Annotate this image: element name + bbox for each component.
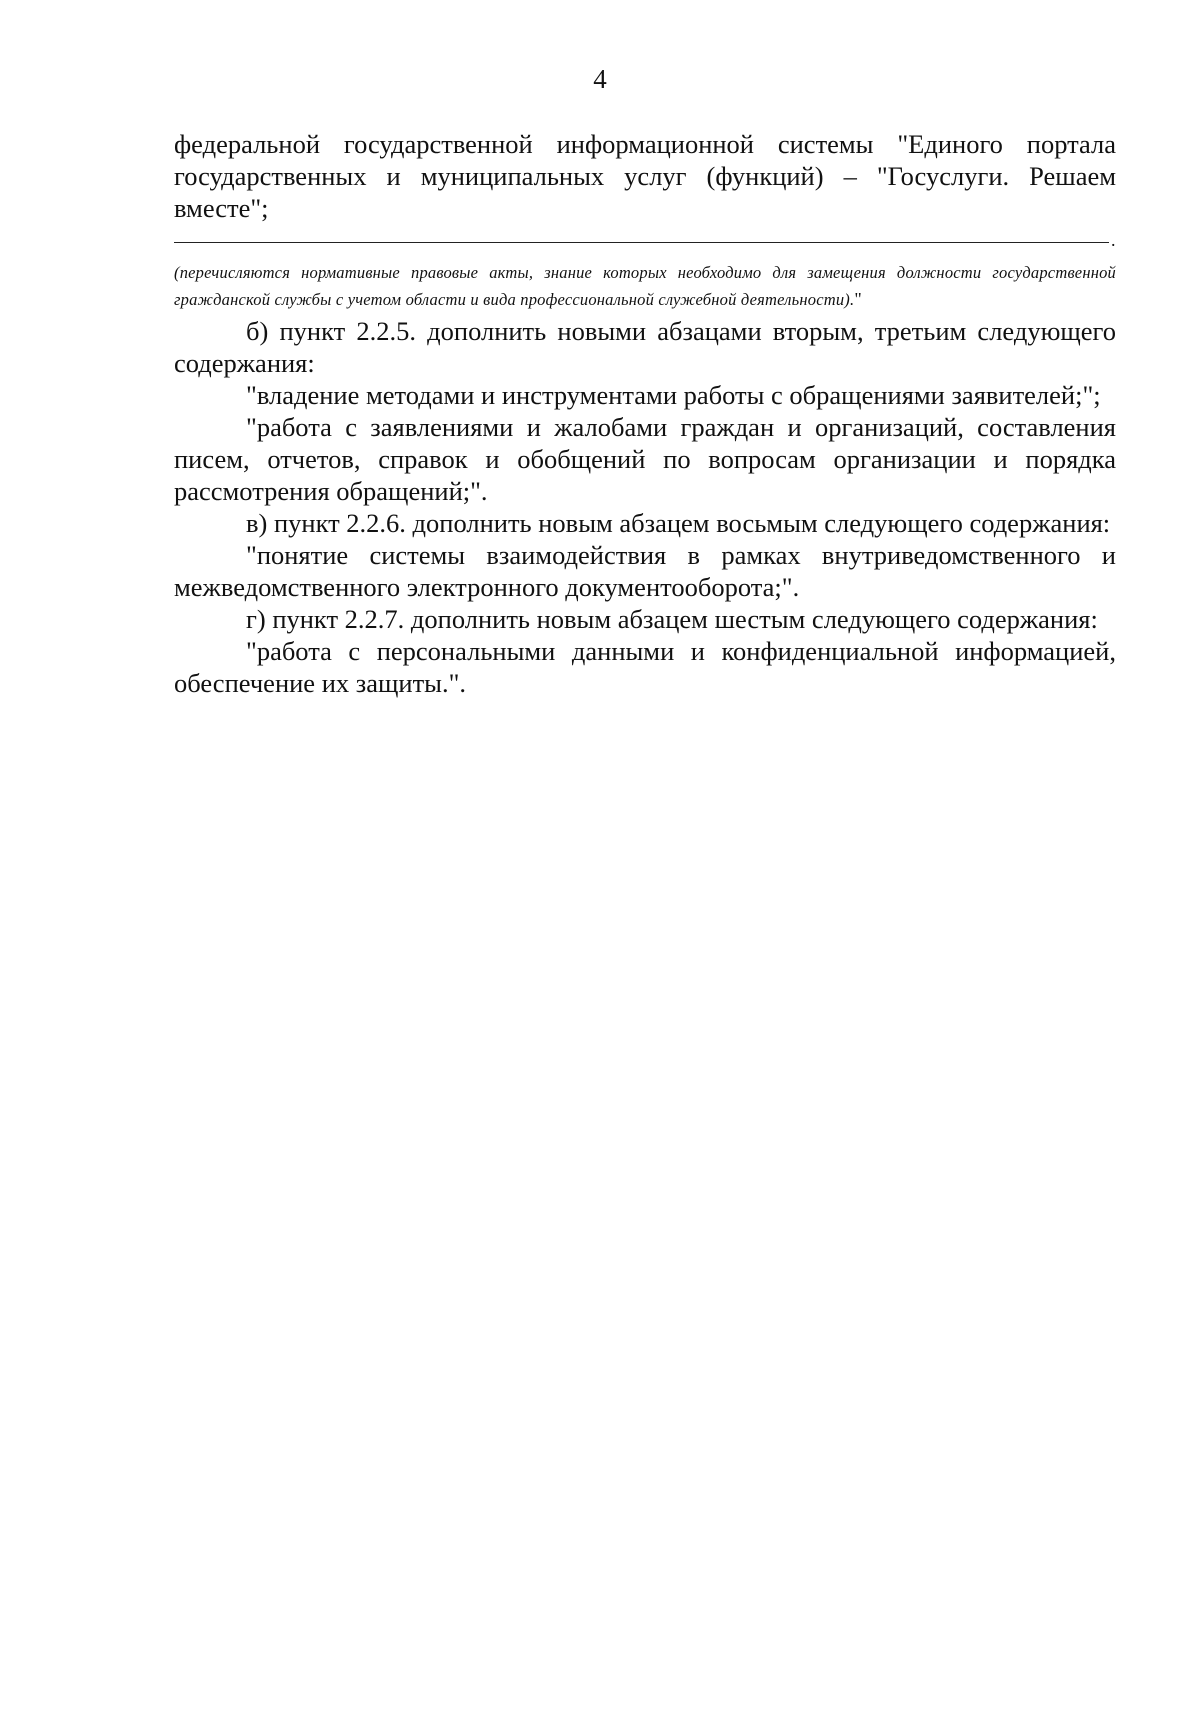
field-explanatory-note: [174, 260, 1116, 313]
paragraph-item-g-text: "работа с персональными данными и конфиденциальной информацией, обеспечение их защиты.".: [174, 636, 1116, 698]
paragraph-item-v: в) пункт 2.2.6. дополнить новым абзацем восьмым следующего содержания:: [246, 508, 1111, 538]
fill-in-period: .: [1111, 230, 1116, 250]
paragraph-portal-continuation: федеральной государственной информационной системы "Единого портала государственных и муниципальных услуг (функций) – "Госуслуги. Решаем вместе";: [174, 129, 1116, 223]
paragraph-item-b: б) пункт 2.2.5. дополнить новыми абзацами вторым, третьим следующего содержания:: [174, 316, 1116, 378]
page-number: 4: [593, 64, 607, 94]
field-note-text: (перечисляются нормативные правовые акты, знание которых необходимо для замещения должности государственной гражданской службы с учетом области и вида профессиональной служебной деятельности).: [174, 263, 1116, 309]
paragraph-item-b-text-1: "владение методами и инструментами работы с обращениями заявителей;";: [246, 380, 1101, 410]
paragraph-item-g: г) пункт 2.2.7. дополнить новым абзацем шестым следующего содержания:: [246, 604, 1098, 634]
paragraph-item-v-text: "понятие системы взаимодействия в рамках внутриведомственного и межведомственного электронного документооборота;".: [174, 540, 1116, 602]
fill-in-underline: [174, 242, 1109, 243]
field-note-closing-quote: ": [854, 289, 862, 309]
paragraph-item-b-text-2: "работа с заявлениями и жалобами граждан и организаций, составления писем, отчетов, справок и обобщений по вопросам организации и порядка рассмотрения обращений;".: [174, 412, 1116, 506]
document-body: [174, 128, 1116, 699]
fill-in-field: [174, 230, 1116, 252]
